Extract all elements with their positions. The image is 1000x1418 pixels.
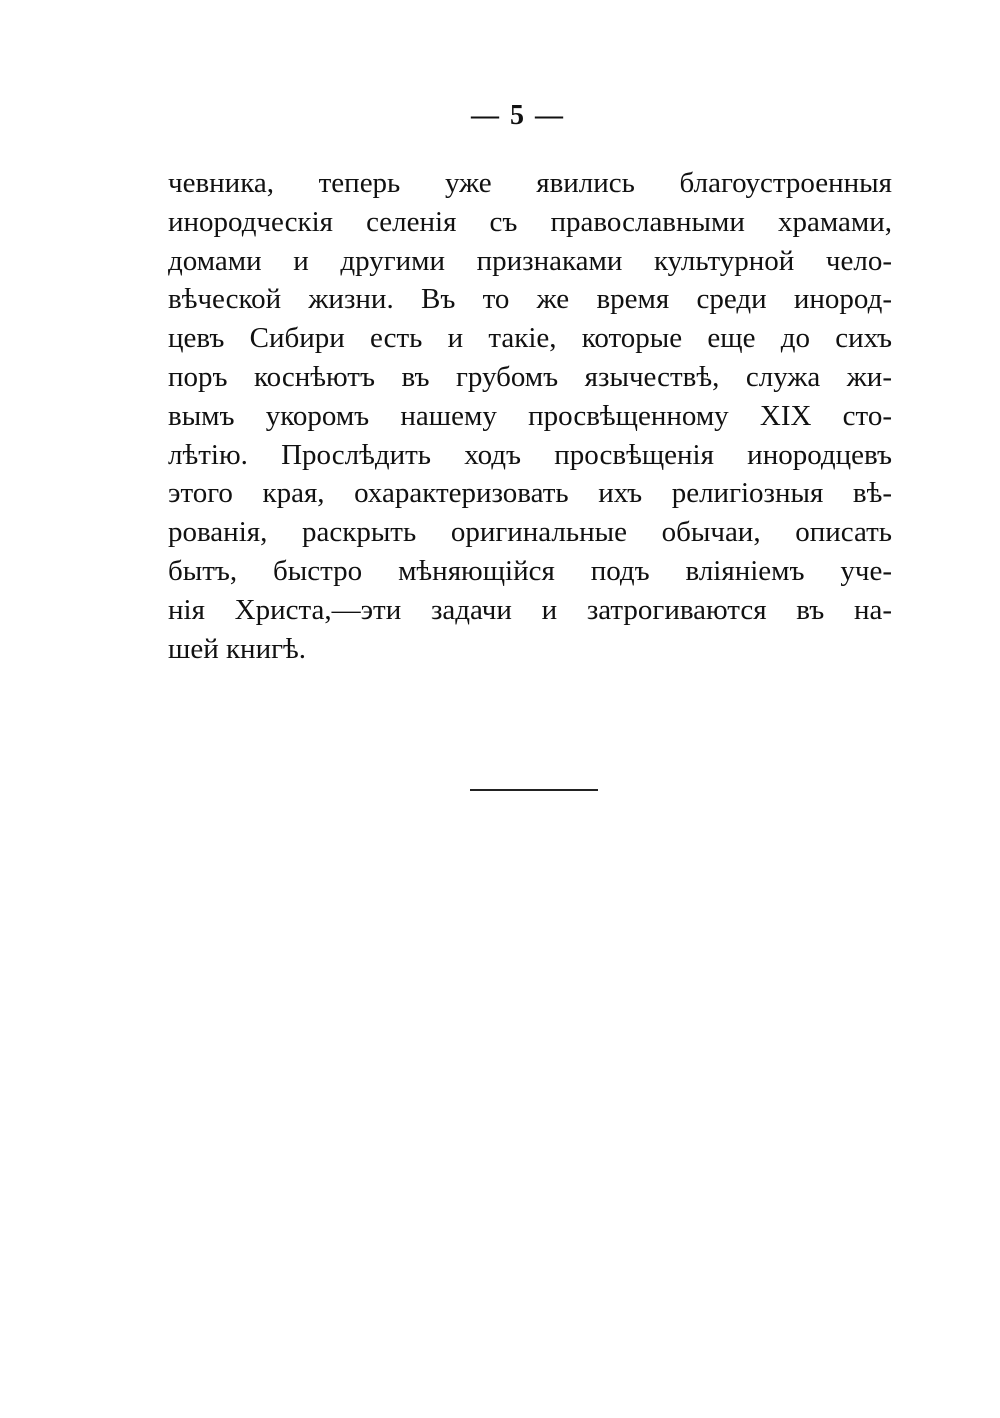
page-number: — 5 — [471, 100, 565, 131]
text-line: цевъ Сибири есть и такіе, которые еще до сихъ [168, 322, 892, 355]
text-line: инородческія селенія съ православными храмами, [168, 205, 892, 238]
text-line: поръ коснѣютъ въ грубомъ язычествѣ, служа жи- [168, 360, 892, 393]
text-line: вѣческой жизни. Въ то же время среди инород- [168, 283, 892, 316]
text-line: нія Христа,—эти задачи и затрогиваются въ на- [168, 593, 892, 626]
text-line: этого края, охарактеризовать ихъ религіозныя вѣ- [168, 477, 892, 510]
text-line: лѣтію. Прослѣдить ходъ просвѣщенія инородцевъ [168, 438, 892, 471]
text-line: вымъ укоромъ нашему просвѣщенному XIX сто- [168, 399, 892, 432]
section-end-rule [470, 789, 598, 791]
text-line: домами и другими признаками культурной чело- [168, 244, 892, 277]
body-paragraph [168, 164, 892, 668]
text-line: бытъ, быстро мѣняющійся подъ вліяніемъ уче- [168, 554, 892, 587]
text-line: рованія, раскрыть оригинальные обычаи, описать [168, 516, 892, 549]
text-line: чевника, теперь уже явились благоустроенныя [168, 167, 892, 199]
text-line: шей книгѣ. [168, 632, 306, 665]
